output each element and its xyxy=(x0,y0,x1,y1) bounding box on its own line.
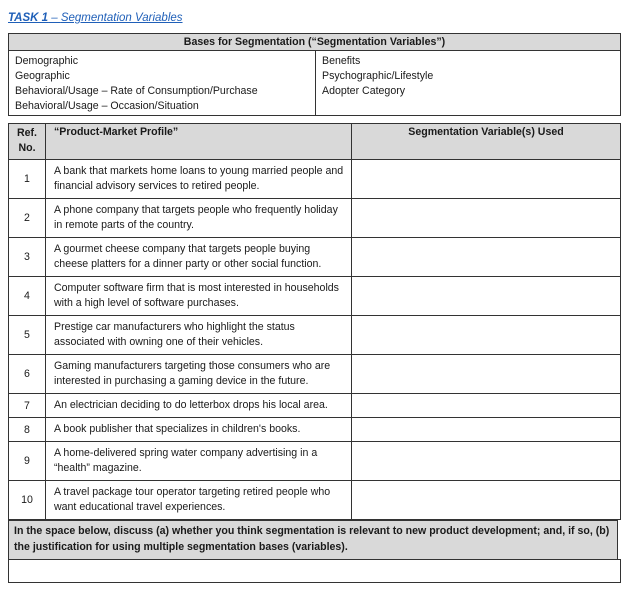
row-description: Gaming manufacturers targeting those consumers who are interested in purchasing a gaming device in the future. xyxy=(46,355,352,394)
table-row xyxy=(9,355,621,394)
segmentation-answer-cell[interactable] xyxy=(352,442,621,481)
table-row xyxy=(9,481,621,520)
discussion-answer-box[interactable] xyxy=(8,559,621,583)
discussion-prompt: In the space below, discuss (a) whether you think segmentation is relevant to new product development; and, if so, (b) the justification for using multiple segmentation bases (variables). xyxy=(8,520,618,560)
row-number: 3 xyxy=(9,238,46,277)
row-description: A travel package tour operator targeting retired people who want educational travel experiences. xyxy=(46,481,352,520)
row-number: 10 xyxy=(9,481,46,520)
segmentation-answer-cell[interactable] xyxy=(352,394,621,418)
row-description: A home-delivered spring water company advertising in a “health” magazine. xyxy=(46,442,352,481)
basis-item: Adopter Category xyxy=(322,85,406,97)
row-description: A bank that markets home loans to young married people and financial advisory services to retired people. xyxy=(46,160,352,199)
row-description: A phone company that targets people who frequently holiday in remote parts of the country. xyxy=(46,199,352,238)
basis-item: Geographic xyxy=(15,70,70,82)
bases-left-column xyxy=(9,51,316,116)
segmentation-answer-cell[interactable] xyxy=(352,481,621,520)
basis-item: Demographic xyxy=(15,55,79,67)
basis-item: Behavioral/Usage – Occasion/Situation xyxy=(15,100,199,112)
basis-item: Benefits xyxy=(322,55,361,67)
row-number: 9 xyxy=(9,442,46,481)
segmentation-variables-header: Segmentation Variable(s) Used xyxy=(352,124,621,160)
task-title xyxy=(8,12,183,24)
row-number: 7 xyxy=(9,394,46,418)
table-row xyxy=(9,442,621,481)
row-description: Computer software firm that is most interested in households with a high level of software purchases. xyxy=(46,277,352,316)
task-heading: Segmentation Variables xyxy=(60,12,183,24)
row-number: 8 xyxy=(9,418,46,442)
segmentation-answer-cell[interactable] xyxy=(352,238,621,277)
segmentation-answer-cell[interactable] xyxy=(352,160,621,199)
row-description: A book publisher that specializes in children's books. xyxy=(46,418,352,442)
basis-item: Psychographic/Lifestyle xyxy=(322,70,434,82)
table-row xyxy=(9,199,621,238)
row-number: 1 xyxy=(9,160,46,199)
basis-item: Behavioral/Usage – Rate of Consumption/Purchase xyxy=(15,85,258,97)
bases-table xyxy=(8,33,621,116)
row-description: A gourmet cheese company that targets people buying cheese platters for a dinner party or other social function. xyxy=(46,238,352,277)
segmentation-answer-cell[interactable] xyxy=(352,277,621,316)
bases-header: Bases for Segmentation (“Segmentation Variables”) xyxy=(9,34,621,51)
table-row xyxy=(9,238,621,277)
table-row xyxy=(9,316,621,355)
table-row xyxy=(9,277,621,316)
table-row xyxy=(9,160,621,199)
row-number: 6 xyxy=(9,355,46,394)
row-number: 4 xyxy=(9,277,46,316)
product-market-profile-header: “Product-Market Profile” xyxy=(46,124,352,160)
task-separator: – xyxy=(48,12,61,24)
segmentation-answer-cell[interactable] xyxy=(352,355,621,394)
profile-header-row xyxy=(9,124,621,160)
table-row xyxy=(9,394,621,418)
row-number: 2 xyxy=(9,199,46,238)
row-number: 5 xyxy=(9,316,46,355)
task-label: TASK 1 xyxy=(8,12,49,24)
table-row xyxy=(9,418,621,442)
ref-no-header: Ref. No. xyxy=(9,124,46,160)
segmentation-answer-cell[interactable] xyxy=(352,199,621,238)
bases-right-column xyxy=(316,51,621,116)
segmentation-answer-cell[interactable] xyxy=(352,418,621,442)
row-description: An electrician deciding to do letterbox drops his local area. xyxy=(46,394,352,418)
row-description: Prestige car manufacturers who highlight the status associated with owning one of their vehicles. xyxy=(46,316,352,355)
profile-table xyxy=(8,123,621,520)
segmentation-answer-cell[interactable] xyxy=(352,316,621,355)
